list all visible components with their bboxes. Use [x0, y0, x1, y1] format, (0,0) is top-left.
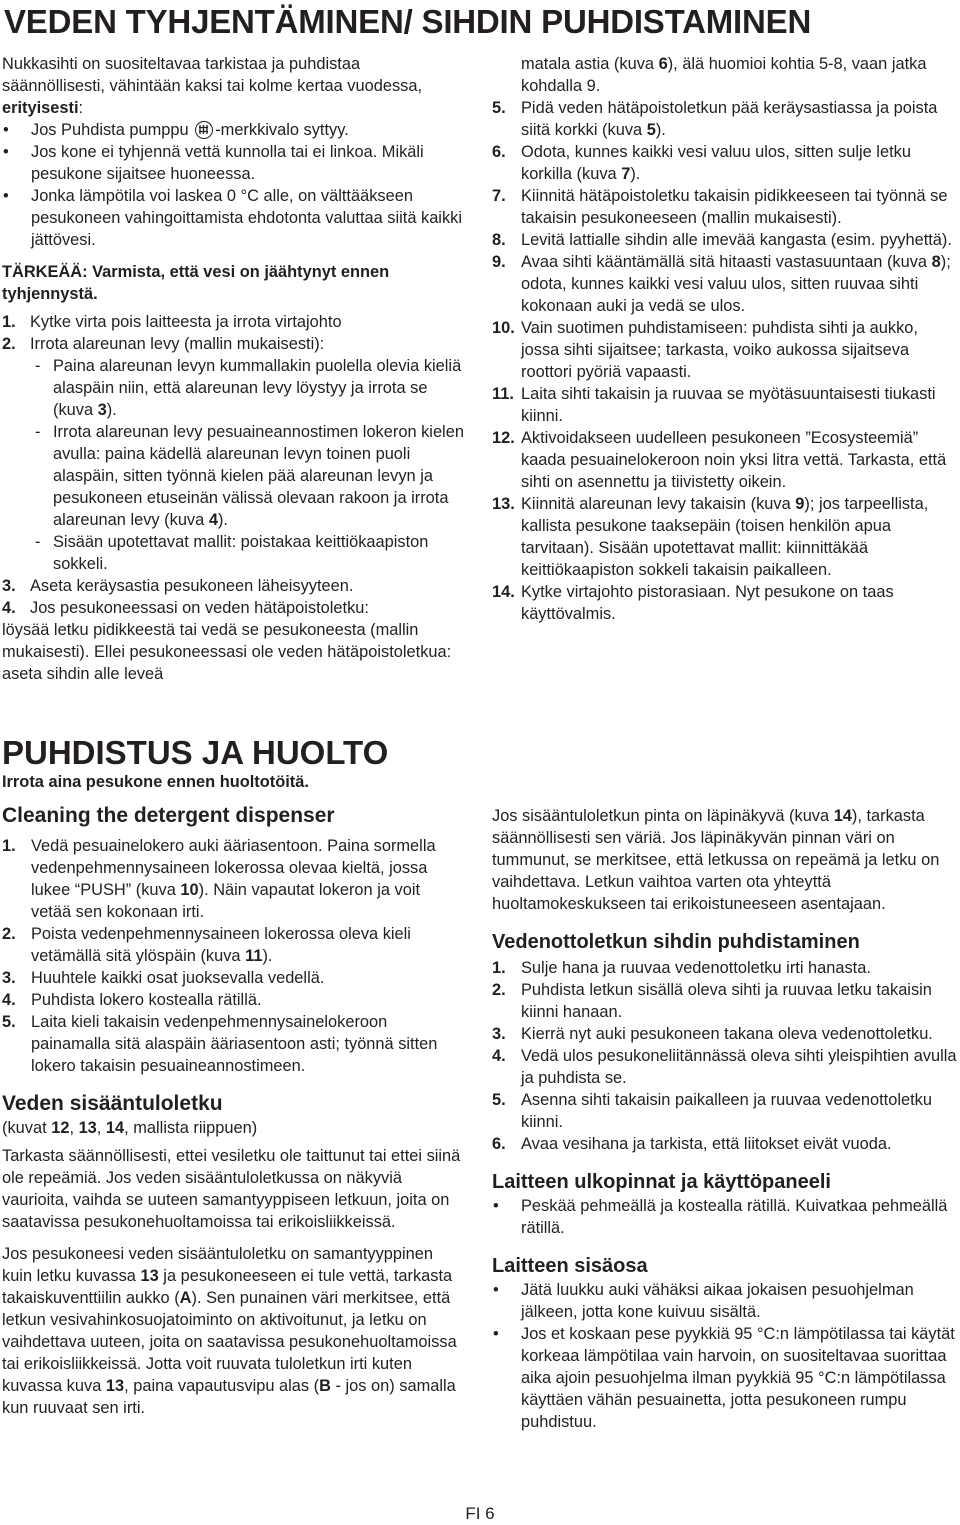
intro-paragraph: Nukkasihti on suositeltavaa tarkistaa ja puhdistaa säännöllisesti, vähintään kaksi tai kolme kertaa vuodessa, erityisesti:	[2, 55, 423, 117]
step-item: 5. Pidä veden hätäpoistoletkun pää keräysastiassa ja poista siitä korkki (kuva 5).	[492, 99, 938, 139]
dash-item: - Sisään upotettavat mallit: poistakaa keittiökaapiston sokkeli.	[35, 533, 429, 573]
cleaning-step: 5. Laita kieli takaisin vedenpehmennysainelokeroon painamalla sitä alaspäin ääriasentoon asti; työnnä sitten lokero takaisin pesuaineannostimeen.	[2, 1013, 438, 1075]
step-item: 7. Kiinnitä hätäpoistoletku takaisin pidikkeeseen tai työnnä se takaisin pesukoneeseen (mallin mukaisesti).	[492, 187, 948, 227]
bullet-item: • Jonka lämpötila voi laskea 0 °C alle, on välttääkseen pesukoneen vahingoittamista ehdotonta valuttaa siitä kaikki jättövesi.	[2, 185, 464, 251]
filter-step: 2. Puhdista letkun sisällä oleva sihti ja ruuvaa letku takaisin kiinni hanaan.	[492, 981, 932, 1021]
filter-step: 4. Vedä ulos pesukoneliitännässä oleva sihti yleispihtien avulla ja puhdista se.	[492, 1047, 957, 1087]
step-item: 10. Vain suotimen puhdistamiseen: puhdista sihti ja aukko, jossa sihti sijaitsee; tarkasta, voiko aukossa sijaitseva roottori pyöriä vapaasti.	[492, 319, 918, 381]
page-title: VEDEN TYHJENTÄMINEN/ SIHDIN PUHDISTAMINEN	[4, 3, 812, 40]
bullet-item: • Peskää pehmeällä ja kostealla rätillä. Kuivatkaa pehmeällä rätillä.	[492, 1195, 958, 1239]
page-number: FI 6	[465, 1504, 495, 1523]
dash-item: - Paina alareunan levyn kummallakin puolella olevia kieliä alaspäin niin, että alareunan levy löystyy ja irrota se (kuva 3).	[35, 357, 462, 419]
cleaning-step: 4. Puhdista lokero kostealla rätillä.	[2, 991, 262, 1009]
section-title-cleaning: Cleaning the detergent dispenser	[2, 804, 335, 827]
left-column-lower	[2, 735, 464, 1419]
bullet-item: • Jos kone ei tyhjennä vettä kunnolla tai ei linkoa. Mikäli pesukone sijaitsee huoneessa.	[2, 141, 464, 185]
inlet-hose-subtitle: (kuvat 12, 13, 14, mallista riippuen)	[2, 1119, 258, 1137]
bullet-item: • Jätä luukku auki vähäksi aikaa jokaisen pesuohjelman jälkeen, jotta kone kuivuu sisältä.	[492, 1279, 958, 1323]
step-item: 3. Aseta keräysastia pesukoneen läheisyyteen.	[2, 577, 354, 595]
step-item: 6. Odota, kunnes kaikki vesi valuu ulos, sitten sulje letku korkilla (kuva 7).	[492, 143, 911, 183]
cleaning-step: 1. Vedä pesuainelokero auki ääriasentoon. Paina sormella vedenpehmennysaineen lokerossa olevaa kieltä, jossa lukee “PUSH” (kuva 10). Näin vapautat lokeron ja voit vetää sen kokonaan irti.	[2, 837, 436, 921]
section-title-puhdistus: PUHDISTUS JA HUOLTO	[2, 734, 389, 771]
bullet-item: • Jos Puhdista pumppu -merkkivalo syttyy.	[2, 119, 464, 141]
step4-continuation: löysää letku pidikkeestä tai vedä se pesukoneesta (mallin mukaisesti). Ellei pesukoneessasi ole veden hätäpoistoletkua: aseta sihdin alle leveä	[2, 621, 452, 683]
inlet-hose-paragraph: Tarkasta säännöllisesti, ettei vesiletku ole taittunut tai ettei siinä ole repeämiä. Jos veden sisääntuloletkussa on näkyviä vaurioita, vaihda se uuteen samantyyppiseen letkuun, joita on saatavissa pesukonehuoltamoissa tai erikoisliikkeissä.	[2, 1147, 461, 1231]
cleaning-step: 2. Poista vedenpehmennysaineen lokerossa oleva kieli vetämällä sitä ylöspäin (kuva 11).	[2, 925, 411, 965]
filter-step: 1. Sulje hana ja ruuvaa vedenottoletku irti hanasta.	[492, 959, 871, 977]
step-item: 8. Levitä lattialle sihdin alle imevää kangasta (esim. pyyhettä).	[492, 231, 952, 249]
section-title-inlet-filter: Vedenottoletkun sihdin puhdistaminen	[492, 931, 860, 953]
important-note: TÄRKEÄÄ: Varmista, että vesi on jäähtynyt ennen tyhjennystä.	[2, 263, 390, 303]
step-item: 11. Laita sihti takaisin ja ruuvaa se myötäsuuntaisesti tiukasti kiinni.	[492, 385, 936, 425]
step-item: 13. Kiinnitä alareunan levy takaisin (kuva 9); jos tarpeellista, kallista pesukone taaksepäin (toisen henkilön apua tarvitaan). Sisään upotettavat mallit: kiinnittäkää keittiökaapiston sokkeli takaisin paikalleen.	[492, 495, 929, 579]
dash-item: - Irrota alareunan levy pesuaineannostimen lokeron kielen avulla: paina kädellä alareunan levyn toinen puoli alaspäin, sitten työnnä kielen pää alareunan levyn ja pesukoneen etuseinän välissä olevaan rakoon ja irrota alareunan levy (kuva 4).	[35, 423, 464, 529]
filter-step: 5. Asenna sihti takaisin paikalleen ja ruuvaa vedenottoletku kiinni.	[492, 1091, 932, 1131]
section-subtitle: Irrota aina pesukone ennen huoltotöitä.	[2, 773, 309, 791]
step-item: 9. Avaa sihti kääntämällä sitä hitaasti vastasuuntaan (kuva 8); odota, kunnes kaikki vesi valuu ulos, sitten ruuvaa sihti kokonaan auki ja vedä se ulos.	[492, 253, 951, 315]
filter-step: 3. Kierrä nyt auki pesukoneen takana oleva vedenottoletku.	[492, 1025, 933, 1043]
step-item: 12. Aktivoidakseen uudelleen pesukoneen ”Ecosysteemiä” kaada pesuainelokeroon noin yksi litra vettä. Tarkasta, että sihti on asennettu ja tiivistetty oikein.	[492, 429, 947, 491]
filter-step: 6. Avaa vesihana ja tarkista, että liitokset eivät vuoda.	[492, 1135, 892, 1153]
right-column	[492, 53, 958, 625]
right-column-lower	[492, 805, 958, 1433]
left-column	[2, 53, 464, 685]
step-item: 4. Jos pesukoneessasi on veden hätäpoistoletku:	[2, 599, 369, 617]
inlet-transparent-paragraph: Jos sisääntuloletkun pinta on läpinäkyvä (kuva 14), tarkasta säännöllisesti sen väriä. Jos läpinäkyvän pinnan väri on tummunut, se merkitsee, että letkussa on repeämä ja letku on vaihdettava. Letkun vaihtoa varten ota yhteyttä huoltamokeskukseen tai erikoistuneeseen asentajaan.	[492, 807, 940, 913]
section-title-exterior: Laitteen ulkopinnat ja käyttöpaneeli	[492, 1171, 831, 1193]
clean-pump-icon	[195, 121, 213, 139]
cleaning-step: 3. Huuhtele kaikki osat juoksevalla vedellä.	[2, 969, 325, 987]
section-title-interior: Laitteen sisäosa	[492, 1255, 648, 1277]
step-item: 14. Kytke virtajohto pistorasiaan. Nyt pesukone on taas käyttövalmis.	[492, 583, 894, 623]
step4-tail: matala astia (kuva 6), älä huomioi kohtia 5-8, vaan jatka kohdalla 9.	[521, 55, 927, 95]
step-item: 2. Irrota alareunan levy (mallin mukaisesti):	[2, 335, 325, 353]
step-item: 1. Kytke virta pois laitteesta ja irrota virtajohto	[2, 313, 342, 331]
section-title-inlet-hose: Veden sisääntuloletku	[2, 1092, 223, 1115]
bullet-item: • Jos et koskaan pese pyykkiä 95 °C:n lämpötilassa tai käytät korkeaa lämpötilaa vain harvoin, on suositeltavaa suorittaa aika ajoin pesuohjelma ilman pyykkiä 95 °C:n lämpötilassa käyttäen vähän pesuainetta, jotta pesukoneen rumpu puhdistuu.	[492, 1323, 958, 1433]
inlet-hose-paragraph: Jos pesukoneesi veden sisääntuloletku on samantyyppinen kuin letku kuvassa 13 ja pesukoneeseen ei tule vettä, tarkasta takaiskuventtiilin aukko (A). Sen punainen väri merkitsee, että letkun vesivahinkosuojatoiminto on aktivoitunut, ja letku on vaihdettava uuteen, joita on saatavissa pesukonehuoltamoissa tai erikoisliikkeissä. Jotta voit ruuvata tuloletkun irti kuten kuvassa kuva 13, paina vapautusvipu alas (B - jos on) samalla kun ruuvaat sen irti.	[2, 1245, 457, 1417]
